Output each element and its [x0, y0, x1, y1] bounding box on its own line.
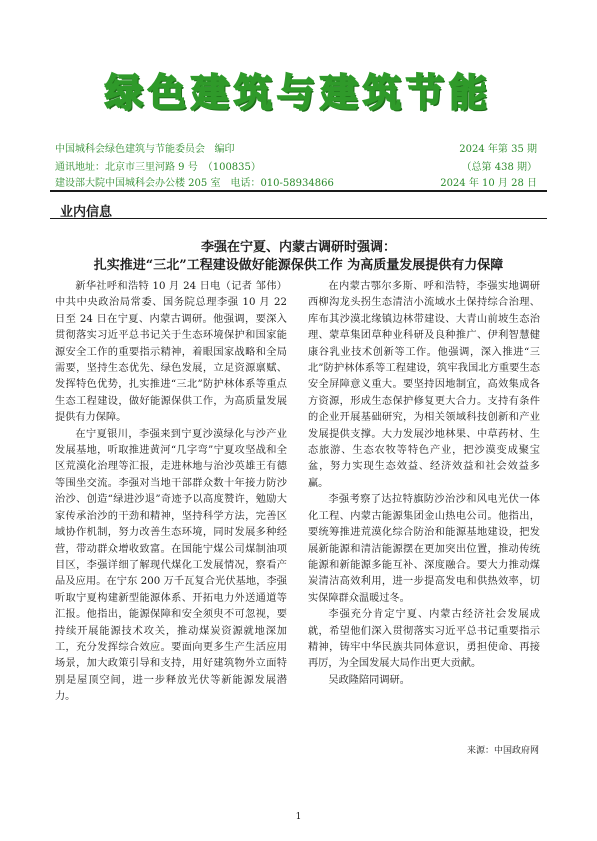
paragraph: 李强考察了达拉特旗防沙治沙和风电光伏一体化工程、内蒙古能源集团金山热电公司。他指出，要统筹推进荒漠化综合防治和能源基地建设，把发展新能源和清洁能源摆在更加突出位置，推动传统能源和新能源多能互补、深度融合。要大力推动煤炭清洁高效利用，进一步提高发电和供热效率，切实保障群众温暖过冬。 — [308, 494, 540, 604]
issue-date: 2024 年 10 月 28 日 — [440, 178, 537, 189]
section-tag: 业内信息 — [60, 205, 113, 220]
paragraph: 吴政隆陪同调研。 — [328, 674, 410, 686]
article-source: 来源：中国政府网 — [466, 746, 539, 756]
address-line: 通讯地址：北京市三里河路 9 号 （100835） — [55, 162, 261, 173]
article-title-line1: 李强在宁夏、内蒙古调研时强调： — [200, 240, 396, 255]
masthead-title: 绿色建筑与建筑节能 — [104, 71, 492, 115]
left-column — [55, 279, 287, 706]
right-column — [308, 279, 540, 689]
paragraph: 在内蒙古鄂尔多斯、呼和浩特，李强实地调研西柳沟龙头拐生态清洁小流域水土保持综合治理、库布其沙漠北缘镇边林带建设、大青山前坡生态治理、蒙草集团草种业科研及良种推广、伊利智慧健康谷乳业技术创新等工作。他强调，深入推进“三北”防护林体系等工程建设，筑牢我国北方重要生态安全屏障意义重大。要坚持因地制宜，高效集成各方资源，形成生态保护修复更大合力。支持有条件的企业开展基础研究，为相关领域科技创新和产业发展提供支撑。大力发展沙地林果、中草药材、生态旅游、生态农牧等特色产业，把沙漠变成聚宝盆，努力实现生态效益、经济效益和社会效益多赢。 — [308, 281, 540, 489]
page-number: 1 — [295, 812, 302, 822]
section-rule — [50, 218, 547, 219]
header-rule — [50, 190, 547, 192]
publisher-line — [55, 140, 235, 155]
issue-number: 2024 年第 35 期 — [459, 144, 537, 155]
edit-label: 编印 — [214, 144, 235, 155]
paragraph: 李强充分肯定宁夏、内蒙古经济社会发展成就，希望他们深入贯彻落实习近平总书记重要指示精神，铸牢中华民族共同体意识，勇担使命、再接再厉，为全国发展大局作出更大贡献。 — [308, 609, 540, 670]
article-title-line2: 扎实推进“三北”工程建设做好能源保供工作 为高质量发展提供有力保障 — [93, 258, 504, 273]
office-line: 建设部大院中国城科会办公楼 205 室 电话：010-58934866 — [55, 178, 334, 189]
total-issue: （总第 438 期） — [461, 162, 537, 173]
paragraph: 新华社呼和浩特 10 月 24 日电（记者 邹伟）中共中央政治局常委、国务院总理李强 10 月 22 日至 24 日在宁夏、内蒙古调研。他强调，要深入贯彻落实习近平总书记关于生态环境保护和国家能源安全工作的重要指示精神，着眼国家战略和全局需要，坚持生态优先、绿色发展，立足资源禀赋、发挥特色优势，扎实推进“三北”防护林体系等重点生态工程建设，做好能源保供工作，为高质量发展提供有力保障。 — [55, 281, 287, 424]
publisher-name: 中国城科会绿色建筑与节能委员会 — [55, 144, 205, 155]
paragraph: 在宁夏银川，李强来到宁夏沙漠绿化与沙产业发展基地，听取推进黄河“几字弯”宁夏攻坚战和全区荒漠化治理等汇报，走进林地与治沙英雄王有德等围坐交流。李强对当地干部群众数十年接力防沙治沙、创造“绿进沙退”奇迹予以高度赞许，勉励大家传承治沙的干劲和精神，坚持科学方法，完善区域协作机制，努力改善生态环境，同时发展多种经营，带动群众增收致富。在国能宁煤公司煤制油项目区，李强详细了解现代煤化工发展情况，察看产品及应用。在宁东 200 万千瓦复合光伏基地，李强听取宁夏构建新型能源体系、开拓电力外送通道等汇报。他指出，能源保障和安全须臾不可忽视，要持续开展能源技术攻关，推动煤炭资源就地深加工，充分发挥综合效应。要面向更多生产生活应用场景，加大政策引导和支持，用好建筑物外立面特别是屋顶空间，进一步释放光伏等新能源发展潜力。 — [55, 428, 287, 703]
